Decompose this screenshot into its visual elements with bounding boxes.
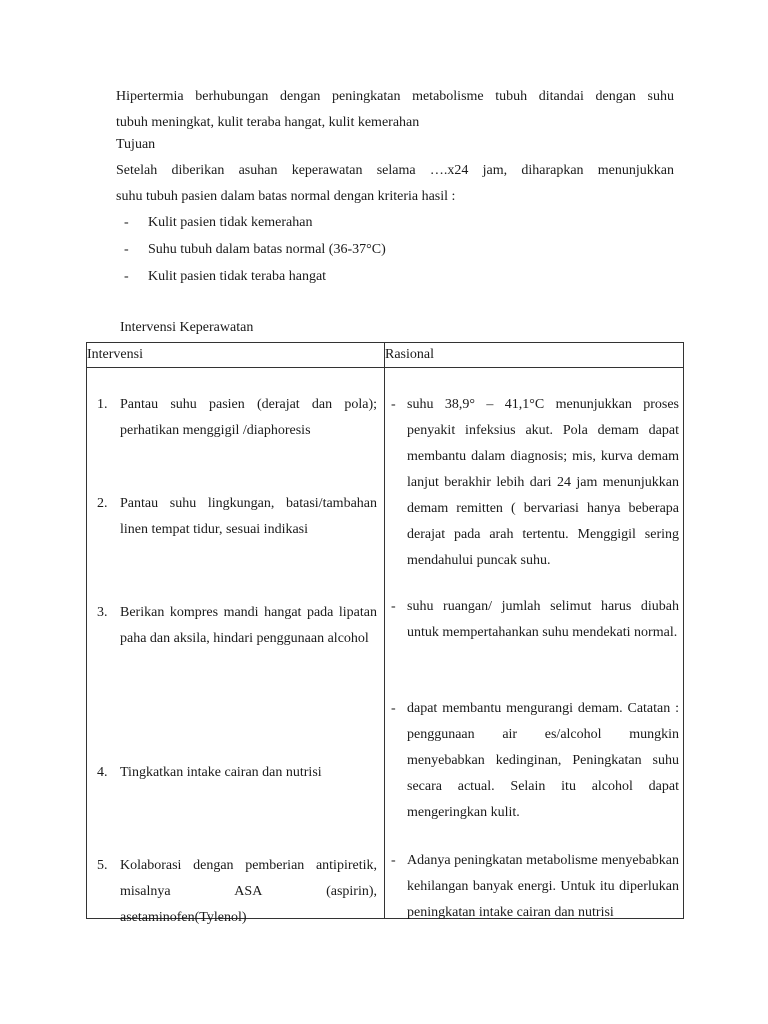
diagnosis-line-1: Hipertermia berhubungan dengan peningkatan metabolisme tubuh ditandai dengan suhu <box>116 89 674 104</box>
intervention-table <box>86 342 684 925</box>
rationale-item <box>391 392 679 574</box>
goal-paragraph <box>116 158 674 210</box>
rationale-cell <box>385 368 684 919</box>
table-body-row <box>87 368 684 919</box>
intervention-text: Berikan kompres mandi hangat pada lipatan paha dan aksila, hindari penggunaan alcohol <box>120 605 377 646</box>
intervention-number: 3. <box>97 605 108 620</box>
intervention-item <box>97 491 377 543</box>
intervention-number: 4. <box>97 765 108 780</box>
intervention-number: 5. <box>97 858 108 873</box>
rationale-text: dapat membantu mengurangi demam. Catatan : penggunaan air es/alcohol mungkin menyebabkan kedinginan, Peningkatan suhu secara actual. Selain itu alcohol dapat mengeringkan kulit. <box>407 701 679 820</box>
criteria-text: Kulit pasien tidak teraba hangat <box>148 269 327 284</box>
criteria-dash: - <box>124 242 129 257</box>
diagnosis-paragraph <box>116 84 674 136</box>
rationale-dash: - <box>391 853 396 868</box>
intervention-text: Kolaborasi dengan pemberian antipiretik, misalnya ASA (aspirin), asetaminofen(Tylenol) <box>120 858 377 925</box>
intervention-number: 1. <box>97 397 108 412</box>
intervention-item <box>97 760 377 786</box>
criteria-text: Kulit pasien tidak kemerahan <box>148 215 313 230</box>
rationale-dash: - <box>391 701 396 716</box>
table-header-row <box>87 343 684 368</box>
goal-heading: Tujuan <box>116 137 156 152</box>
goal-line-1: Setelah diberikan asuhan keperawatan selama ….x24 jam, diharapkan menunjukkan <box>116 163 674 178</box>
intervention-item <box>97 600 377 652</box>
rationale-text: suhu 38,9° – 41,1°C menunjukkan proses penyakit infeksius akut. Pola demam dapat membantu dalam diagnosis; mis, kurva demam lanjut berakhir lebih dari 24 jam menunjukkan demam remitten ( bervariasi hanya beberapa derajat pada arah tertentu. Menggigil sering mendahului puncak suhu. <box>407 397 679 568</box>
intervention-text: Pantau suhu lingkungan, batasi/tambahan linen tempat tidur, sesuai indikasi <box>120 496 377 537</box>
criteria-item <box>124 264 326 290</box>
section-title: Intervensi Keperawatan <box>120 320 254 335</box>
criteria-item <box>124 237 386 263</box>
criteria-dash: - <box>124 215 129 230</box>
intervention-text: Pantau suhu pasien (derajat dan pola); perhatikan menggigil /diaphoresis <box>120 397 377 438</box>
intervention-item <box>97 392 377 444</box>
criteria-item <box>124 210 312 236</box>
intervention-item <box>97 853 377 931</box>
rationale-text: suhu ruangan/ jumlah selimut harus diubah untuk mempertahankan suhu mendekati normal. <box>407 599 679 640</box>
rationale-dash: - <box>391 397 396 412</box>
intervention-cell <box>87 368 385 925</box>
rationale-item <box>391 594 679 646</box>
header-intervensi: Intervensi <box>87 343 385 368</box>
rationale-dash: - <box>391 599 396 614</box>
criteria-text: Suhu tubuh dalam batas normal (36-37°C) <box>148 242 386 257</box>
intervention-number: 2. <box>97 496 108 511</box>
intervention-text: Tingkatkan intake cairan dan nutrisi <box>120 765 322 780</box>
criteria-dash: - <box>124 269 129 284</box>
rationale-item <box>391 696 679 826</box>
diagnosis-line-2: tubuh meningkat, kulit teraba hangat, kulit kemerahan <box>116 115 420 130</box>
header-rasional: Rasional <box>385 343 684 368</box>
rationale-item <box>391 848 679 926</box>
goal-line-2: suhu tubuh pasien dalam batas normal dengan kriteria hasil : <box>116 189 456 204</box>
rationale-text: Adanya peningkatan metabolisme menyebabkan kehilangan banyak energi. Untuk itu diperlukan peningkatan intake cairan dan nutrisi <box>407 853 679 920</box>
